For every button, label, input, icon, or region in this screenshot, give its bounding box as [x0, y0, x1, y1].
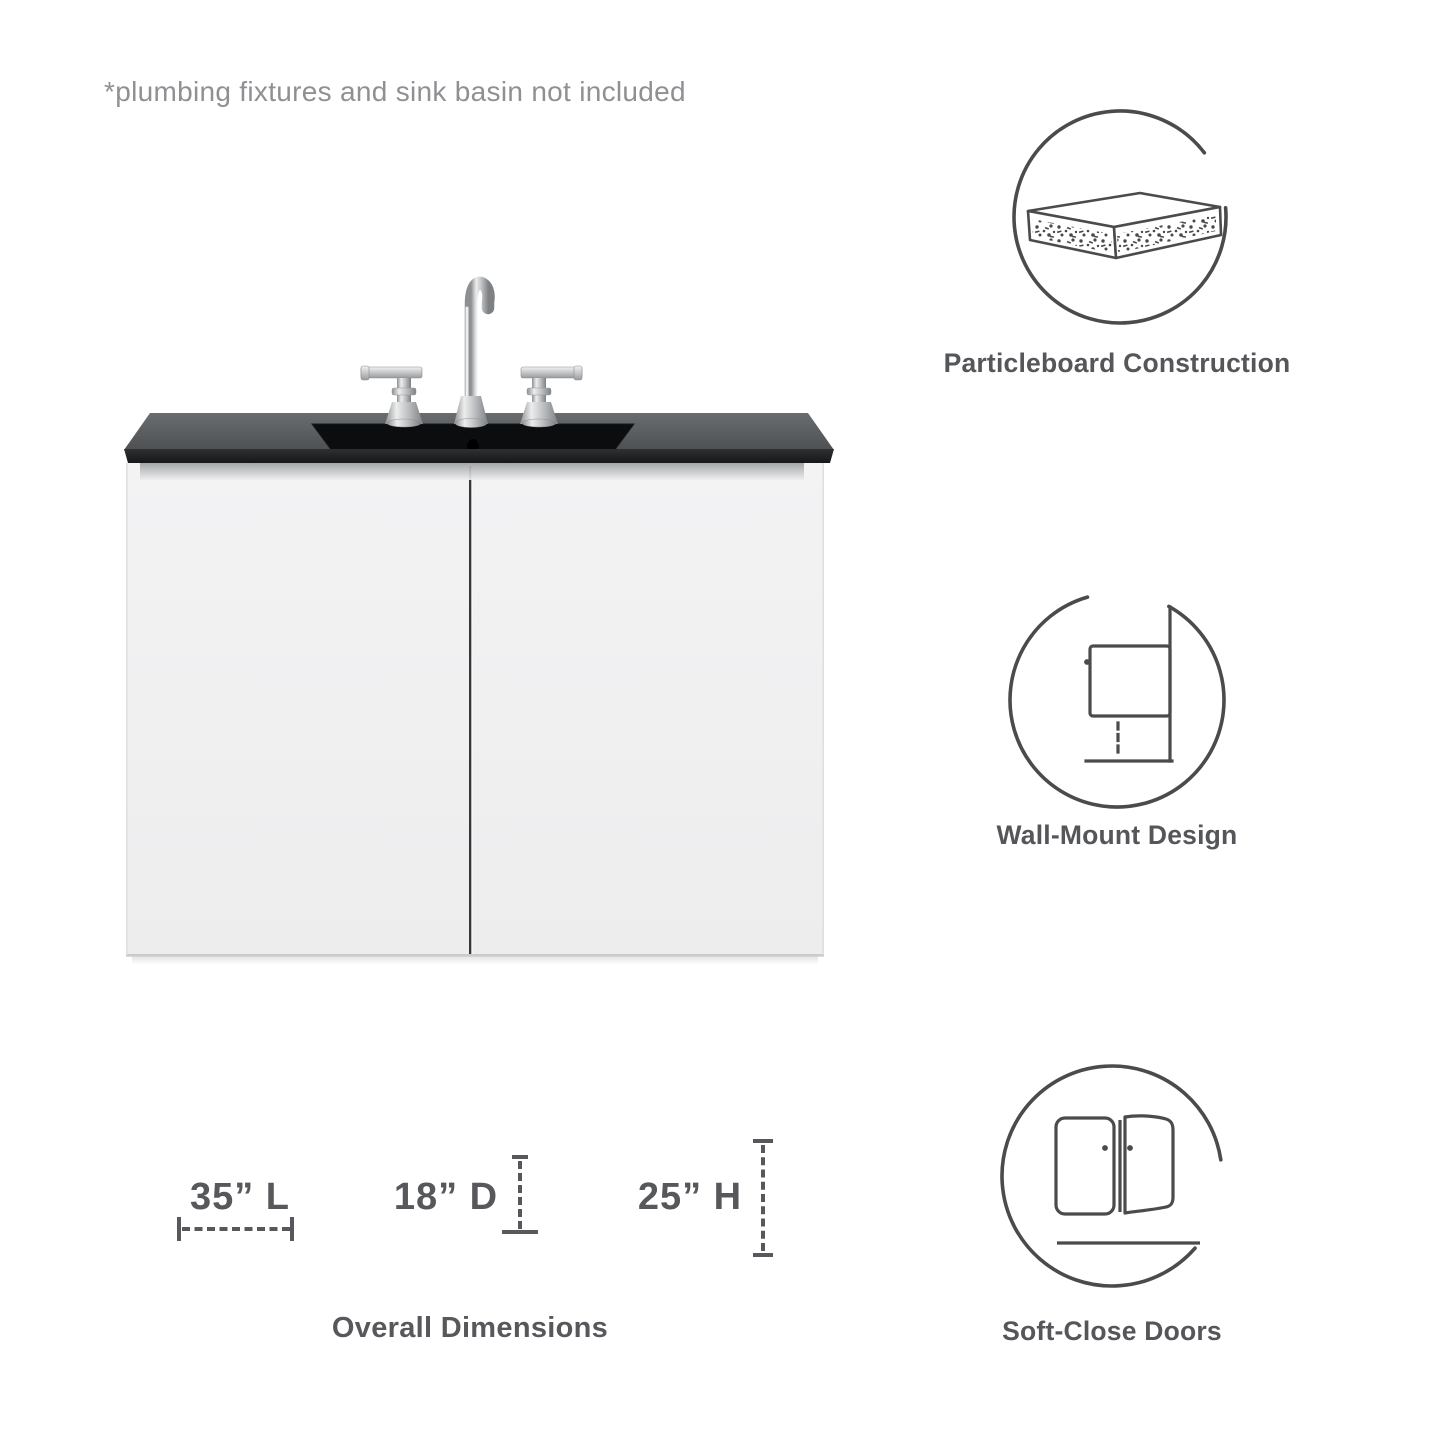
depth-line-bottom-cap — [502, 1230, 538, 1234]
depth-line-top-cap — [512, 1155, 528, 1159]
dimension-depth: 18” D — [393, 1176, 499, 1218]
particleboard-icon — [1000, 97, 1240, 337]
feature-label-soft-close: Soft-Close Doors — [1002, 1316, 1222, 1346]
cabinet-door-right — [472, 463, 825, 955]
depth-dimension-line — [518, 1161, 522, 1229]
vanity-image — [100, 250, 860, 980]
countertop-front-edge — [124, 449, 834, 463]
faucet-spout — [454, 283, 488, 428]
height-line-top-cap — [753, 1139, 773, 1143]
soft-close-icon — [992, 1056, 1232, 1296]
length-line-right-tick — [290, 1217, 294, 1241]
height-dimension-line — [761, 1145, 765, 1251]
dimension-length: 35” L — [189, 1176, 291, 1218]
door-seam — [469, 466, 471, 955]
feature-label-particleboard: Particleboard Construction — [943, 348, 1291, 378]
height-line-bottom-cap — [753, 1253, 773, 1257]
disclaimer-text: *plumbing fixtures and sink basin not included — [104, 76, 686, 107]
under-counter-recess — [140, 463, 804, 480]
faucet — [361, 283, 582, 428]
feature-label-wall-mount: Wall-Mount Design — [996, 820, 1238, 850]
wall-mount-icon — [997, 580, 1237, 820]
cabinet — [126, 463, 824, 965]
length-line-left-tick — [177, 1217, 181, 1241]
dimensions-caption: Overall Dimensions — [331, 1312, 609, 1344]
cabinet-door-left — [126, 463, 470, 955]
dimension-height: 25” H — [637, 1176, 743, 1218]
length-dimension-line — [182, 1227, 290, 1231]
